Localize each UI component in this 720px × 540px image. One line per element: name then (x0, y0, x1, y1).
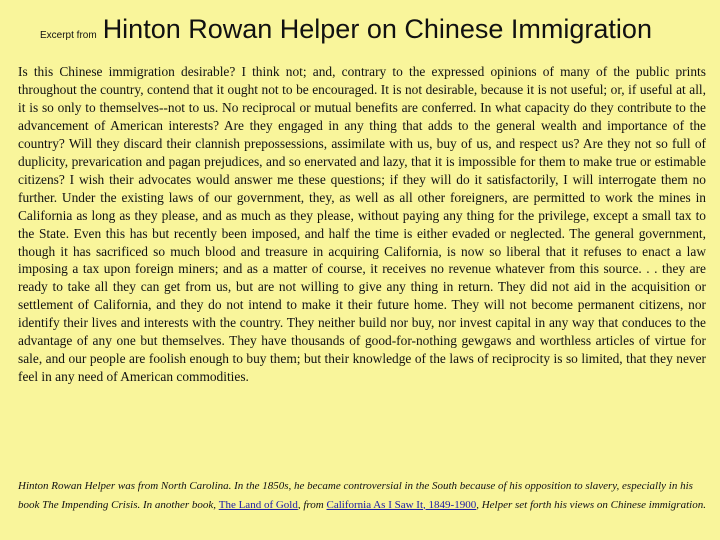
link-california-as-i-saw-it[interactable]: California As I Saw It, 1849-1900 (326, 498, 477, 511)
footnote-text-middle: , from (297, 498, 327, 511)
title-prefix: Excerpt from (40, 30, 97, 41)
footnote-text-after: , Helper set forth his views on Chinese immigration. (476, 498, 706, 511)
excerpt-paragraph: Is this Chinese immigration desirable? I think not; and, contrary to the expressed opinions of many of the public prints throughout the country, contend that it ought not to be encouraged. It is not desirable, because it is not useful; or, if useful at all, it is so only to themselves--not to us. No reciprocal or mutual benefits are conferred. In what capacity do they contribute to the advancement of American interests? Are they engaged in any thing that adds to the general wealth and importance of the country? Will they discard their clannish prepossessions, assimilate with us, buy of us, and respect us? Are they not so full of duplicity, prevarication and pagan prejudices, and so enervated and lazy, that it is impossible for them to make true or estimable citizens? I wish their advocates would answer me these questions; if they will do it satisfactorily, I will interrogate them no further. Under the existing laws of our government, they, as well as all other foreigners, are permitted to work the mines in California as long as they please, and as much as they please, without paying any thing for the privilege, except a small tax to the State. Even this has but recently been imposed, and half the time is either evaded or neglected. The general government, though it has sacrificed so much blood and treasure in acquiring California, is now so liberal that it refuses to enact a law imposing a tax upon foreign miners; and as a matter of course, it receives no revenue whatever from this source. . . they are ready to take all they can get from us, but are not willing to give any thing in return. They did not aid in the acquisition or settlement of California, and they do not intend to make it their future home. They will not become permanent citizens, nor identify their lives and interests with the country. They neither build nor buy, nor invest capital in any way that conduces to the advantage of any one but themselves. They have thousands of good-for-nothing gewgaws and worthless articles of virtue for sale, and our people are foolish enough to buy them; but their knowledge of the laws of reciprocity is so limited, that they never feel in any need of American commodities. (18, 64, 706, 385)
footnote (18, 477, 708, 514)
page-title: Hinton Rowan Helper on Chinese Immigration (102, 14, 652, 44)
page-header (40, 14, 710, 45)
link-land-of-gold[interactable]: The Land of Gold (218, 498, 298, 511)
footnote-text-before: Hinton Rowan Helper was from North Carolina. In the 1850s, he became controversial in the South because of his opposition to slavery, especially in his book The Impending Crisis. In another book, (18, 480, 693, 511)
